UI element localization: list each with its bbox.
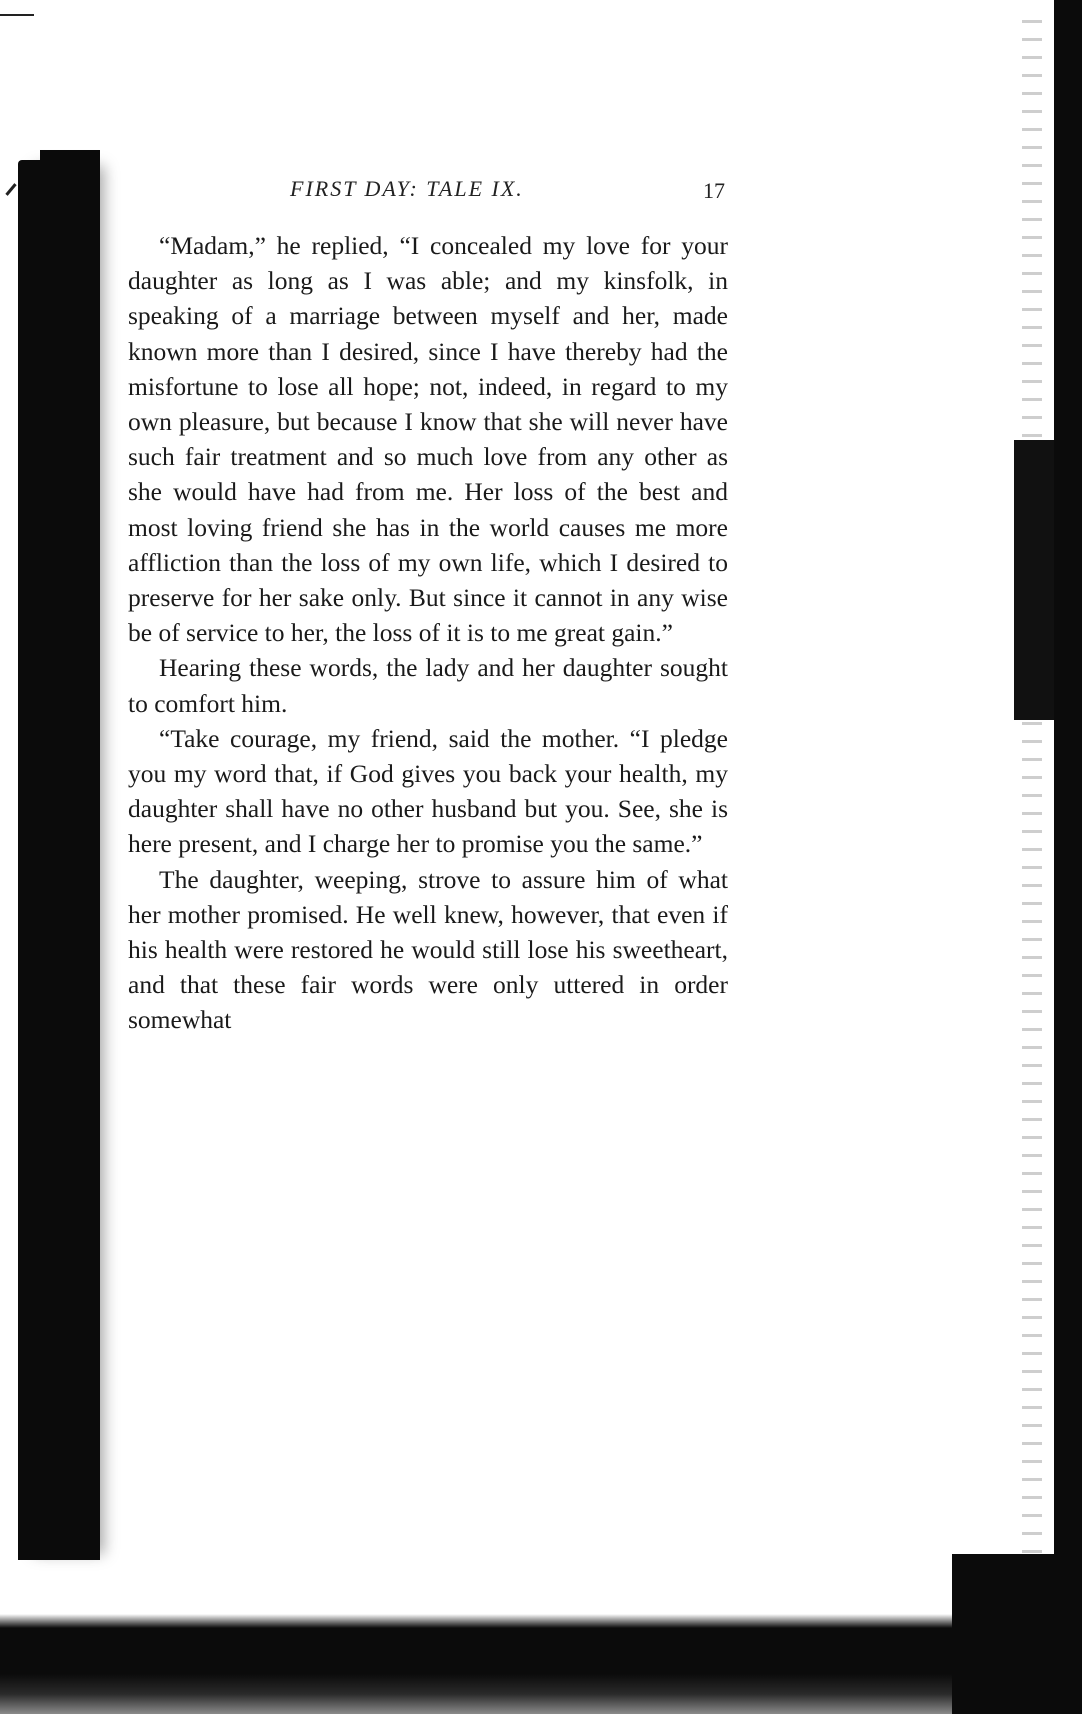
page-number: 17 (703, 178, 725, 203)
page-edge-speckle (1022, 20, 1042, 1620)
paragraph: The daughter, weeping, strove to assure him of what her mother promised. He well knew, however, that even if his health were restored he would still lose his sweetheart, and that these fair words were only uttered in order somewhat (128, 864, 728, 1035)
page-edge-shadow (1054, 0, 1082, 1650)
running-head: FIRST DAY: TALE IX. (290, 176, 524, 201)
scan-mark-top (0, 14, 34, 16)
paragraph: “Take courage, my friend, said the mother. “I pledge you my word that, if God gives you back your health, my daughter shall have no other husband but you. See, she is here present, and I charge her to promise you the same.” (128, 723, 728, 859)
paragraph: Hearing these words, the lady and her daughter sought to comfort him. (128, 653, 728, 718)
book-spine-shadow (18, 160, 100, 1560)
scan-bottom-corner (952, 1554, 1082, 1714)
paragraph: “Madam,” he replied, “I concealed my love for your daughter as long as I was able; and my kinsfolk, in speaking of a marriage between myself and her, made known more than I desired, since I have thereby had the misfortune to lose all hope; not, indeed, in regard to my own pleasure, but because I know that she will never have such fair treatment and so much love from any other as she would have had from me. Her loss of the best and most loving friend she has in the world causes me more affliction than the loss of my own life, which I desired to preserve for her sake only. But since it cannot in any wise be of service to her, the loss of it is to me great gain.” (128, 231, 728, 648)
scan-mark-left (5, 183, 16, 196)
page-edge-shadow-mid (1014, 440, 1054, 720)
body-text (128, 228, 728, 1038)
scan-bottom-border (0, 1594, 1082, 1714)
